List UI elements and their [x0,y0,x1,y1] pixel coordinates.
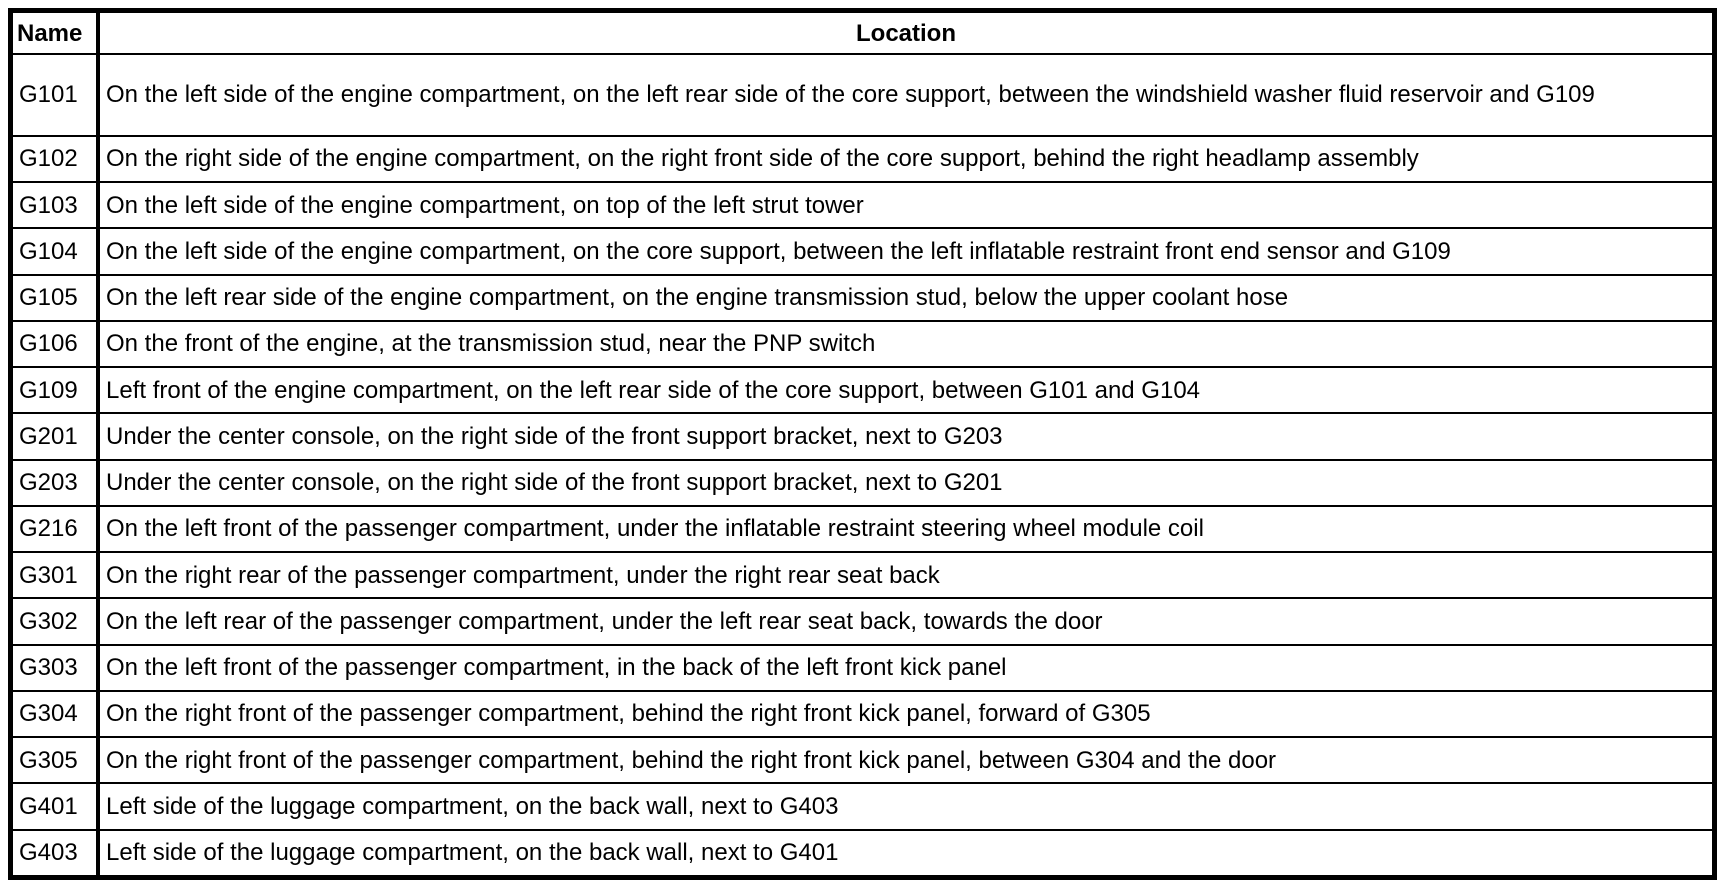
column-header-location: Location [98,12,1713,54]
table-row [12,645,1713,691]
table-row [12,830,1713,876]
ground-name-cell: G102 [12,136,98,182]
ground-location-cell: On the right side of the engine compartment, on the right front side of the core support, behind the right headlamp assembly [98,136,1713,182]
ground-location-cell: Under the center console, on the right side of the front support bracket, next to G201 [98,460,1713,506]
table-row [12,54,1713,136]
ground-location-cell: Under the center console, on the right side of the front support bracket, next to G203 [98,413,1713,459]
ground-location-cell: Left side of the luggage compartment, on the back wall, next to G401 [98,830,1713,876]
ground-location-cell: Left side of the luggage compartment, on the back wall, next to G403 [98,783,1713,829]
ground-name-cell: G403 [12,830,98,876]
column-header-name: Name [12,12,98,54]
table-row [12,136,1713,182]
ground-location-table-frame [8,8,1717,880]
ground-name-cell: G201 [12,413,98,459]
ground-location-cell: On the left front of the passenger compartment, under the inflatable restraint steering wheel module coil [98,506,1713,552]
ground-name-cell: G106 [12,321,98,367]
ground-location-cell: Left front of the engine compartment, on the left rear side of the core support, between G101 and G104 [98,367,1713,413]
ground-location-cell: On the left rear side of the engine compartment, on the engine transmission stud, below the upper coolant hose [98,275,1713,321]
ground-location-cell: On the left front of the passenger compartment, in the back of the left front kick panel [98,645,1713,691]
ground-name-cell: G103 [12,182,98,228]
ground-location-cell: On the front of the engine, at the transmission stud, near the PNP switch [98,321,1713,367]
table-row [12,598,1713,644]
ground-name-cell: G302 [12,598,98,644]
ground-name-cell: G216 [12,506,98,552]
ground-location-cell: On the left side of the engine compartment, on the core support, between the left inflatable restraint front end sensor and G109 [98,228,1713,274]
ground-location-cell: On the left side of the engine compartment, on top of the left strut tower [98,182,1713,228]
table-row [12,367,1713,413]
ground-location-cell: On the right rear of the passenger compartment, under the right rear seat back [98,552,1713,598]
ground-location-table [11,11,1714,877]
table-header-row [12,12,1713,54]
table-row [12,321,1713,367]
table-row [12,506,1713,552]
ground-location-cell: On the right front of the passenger compartment, behind the right front kick panel, between G304 and the door [98,737,1713,783]
ground-location-cell: On the right front of the passenger compartment, behind the right front kick panel, forward of G305 [98,691,1713,737]
table-row [12,691,1713,737]
table-row [12,228,1713,274]
table-row [12,783,1713,829]
ground-name-cell: G301 [12,552,98,598]
table-row [12,413,1713,459]
ground-name-cell: G401 [12,783,98,829]
ground-name-cell: G101 [12,54,98,136]
table-row [12,737,1713,783]
ground-name-cell: G305 [12,737,98,783]
ground-name-cell: G109 [12,367,98,413]
table-row [12,275,1713,321]
table-row [12,552,1713,598]
ground-location-cell: On the left side of the engine compartment, on the left rear side of the core support, between the windshield washer fluid reservoir and G109 [98,54,1713,136]
ground-name-cell: G303 [12,645,98,691]
ground-location-cell: On the left rear of the passenger compartment, under the left rear seat back, towards the door [98,598,1713,644]
table-body [12,54,1713,876]
ground-name-cell: G105 [12,275,98,321]
table-row [12,182,1713,228]
table-row [12,460,1713,506]
ground-name-cell: G104 [12,228,98,274]
ground-name-cell: G203 [12,460,98,506]
ground-name-cell: G304 [12,691,98,737]
